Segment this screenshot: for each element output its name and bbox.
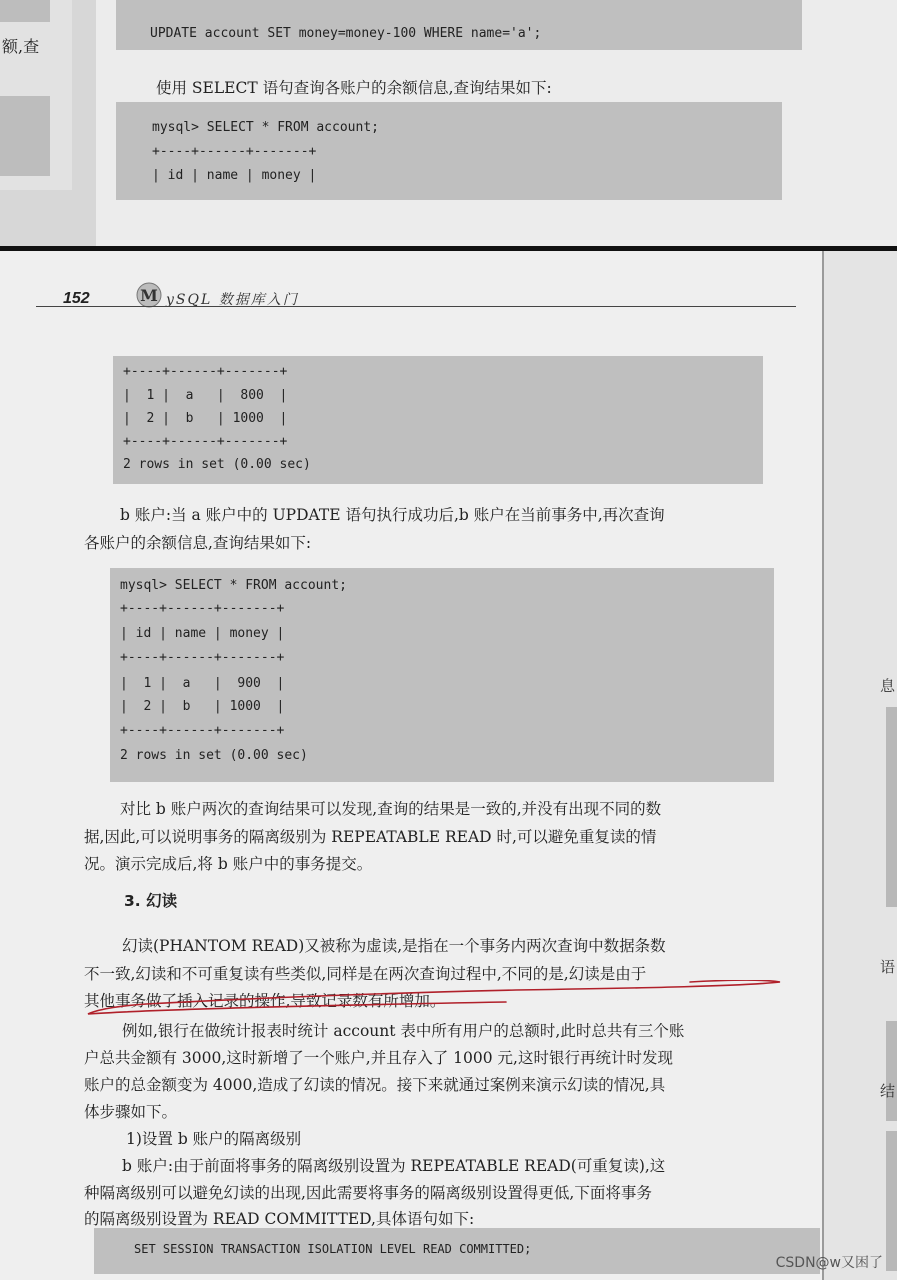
paragraph-line: 不一致,幻读和不可重复读有些类似,同样是在两次查询过程中,不同的是,幻读是由于 bbox=[84, 965, 647, 983]
code-line: 2 rows in set (0.00 sec) bbox=[120, 748, 308, 763]
next-page-code-shade bbox=[886, 1021, 897, 1121]
next-page-fragment: 结 bbox=[880, 1082, 896, 1100]
logo-letter: M bbox=[140, 286, 158, 305]
update-code-block bbox=[116, 0, 802, 50]
next-page-code-shade bbox=[886, 1131, 897, 1271]
set-isolation-code-block bbox=[94, 1228, 820, 1274]
code-line: mysql> SELECT * FROM account; bbox=[152, 120, 379, 135]
paragraph-line: 其他事务做了插入记录的操作,导致记录数有所增加。 bbox=[84, 992, 446, 1010]
code-line: | 1 | a | 800 | bbox=[123, 388, 288, 403]
code-line: 2 rows in set (0.00 sec) bbox=[123, 457, 311, 472]
next-page-fragment: 语 bbox=[880, 958, 896, 976]
watermark: CSDN@w又困了 bbox=[775, 1255, 883, 1271]
code-line: | id | name | money | bbox=[152, 168, 317, 183]
code-line: +----+------+-------+ bbox=[120, 601, 285, 616]
code-line: +----+------+-------+ bbox=[123, 364, 288, 379]
book-logo-icon bbox=[136, 282, 162, 308]
paragraph-line: 据,因此,可以说明事务的隔离级别为 REPEATABLE READ 时,可以避免重复读的情 bbox=[84, 828, 657, 846]
code-line: +----+------+-------+ bbox=[123, 434, 288, 449]
paragraph-line: 各账户的余额信息,查询结果如下: bbox=[84, 534, 312, 552]
previous-page bbox=[0, 0, 897, 248]
query-result-block-2 bbox=[110, 568, 774, 782]
running-title: ySQL 数据库入门 bbox=[166, 292, 299, 308]
code-line: | 2 | b | 1000 | bbox=[123, 411, 288, 426]
left-edge-code-shade bbox=[0, 96, 50, 176]
next-page-edge bbox=[822, 251, 897, 1280]
section-heading: 3. 幻读 bbox=[124, 892, 178, 910]
paragraph-line: 幻读(PHANTOM READ)又被称为虚读,是指在一个事务内两次查询中数据条数 bbox=[122, 937, 666, 955]
code-line: SET SESSION TRANSACTION ISOLATION LEVEL READ COMMITTED; bbox=[134, 1242, 532, 1256]
code-line: +----+------+-------+ bbox=[120, 650, 285, 665]
code-line: UPDATE account SET money=money-100 WHERE name='a'; bbox=[150, 26, 542, 41]
code-line: +----+------+-------+ bbox=[152, 144, 317, 159]
left-page-edge bbox=[0, 0, 72, 190]
red-underline-annotation bbox=[86, 980, 782, 1016]
paragraph-line: 户总共金额有 3000,这时新增了一个账户,并且存入了 1000 元,这时银行再统计时发现 bbox=[84, 1049, 673, 1067]
paragraph-line: 体步骤如下。 bbox=[84, 1103, 178, 1121]
next-page-code-shade bbox=[886, 707, 897, 907]
query-result-block-1 bbox=[113, 356, 763, 484]
paragraph-line: b 账户:当 a 账户中的 UPDATE 语句执行成功后,b 账户在当前事务中,再次查询 bbox=[120, 506, 665, 524]
header-rule bbox=[36, 306, 796, 307]
next-page-fragment: 息 bbox=[880, 677, 896, 695]
paragraph-line: 使用 SELECT 语句查询各账户的余额信息,查询结果如下: bbox=[156, 79, 552, 97]
paragraph-line: 对比 b 账户两次的查询结果可以发现,查询的结果是一致的,并没有出现不同的数 bbox=[120, 800, 662, 818]
code-line: | id | name | money | bbox=[120, 626, 285, 641]
select-code-block bbox=[116, 102, 782, 200]
page-number: 152 bbox=[63, 290, 90, 307]
left-page-fragment: 额,查 bbox=[2, 37, 40, 56]
code-line: +----+------+-------+ bbox=[120, 723, 285, 738]
paragraph-line: 种隔离级别可以避免幻读的出现,因此需要将事务的隔离级别设置得更低,下面将事务 bbox=[84, 1184, 652, 1202]
previous-page-sheet bbox=[96, 0, 897, 248]
code-line: | 1 | a | 900 | bbox=[120, 676, 285, 691]
left-edge-code-shade bbox=[0, 0, 50, 22]
code-line: | 2 | b | 1000 | bbox=[120, 699, 285, 714]
paragraph-line: 况。演示完成后,将 b 账户中的事务提交。 bbox=[84, 855, 373, 873]
step-heading: 1)设置 b 账户的隔离级别 bbox=[126, 1130, 302, 1148]
paragraph-line: b 账户:由于前面将事务的隔离级别设置为 REPEATABLE READ(可重复读),这 bbox=[122, 1157, 666, 1175]
paragraph-line: 的隔离级别设置为 READ COMMITTED,具体语句如下: bbox=[84, 1210, 475, 1228]
code-line: mysql> SELECT * FROM account; bbox=[120, 578, 347, 593]
paragraph-line: 例如,银行在做统计报表时统计 account 表中所有用户的总额时,此时总共有三个账 bbox=[122, 1022, 685, 1040]
paragraph-line: 账户的总金额变为 4000,造成了幻读的情况。接下来就通过案例来演示幻读的情况,具 bbox=[84, 1076, 666, 1094]
